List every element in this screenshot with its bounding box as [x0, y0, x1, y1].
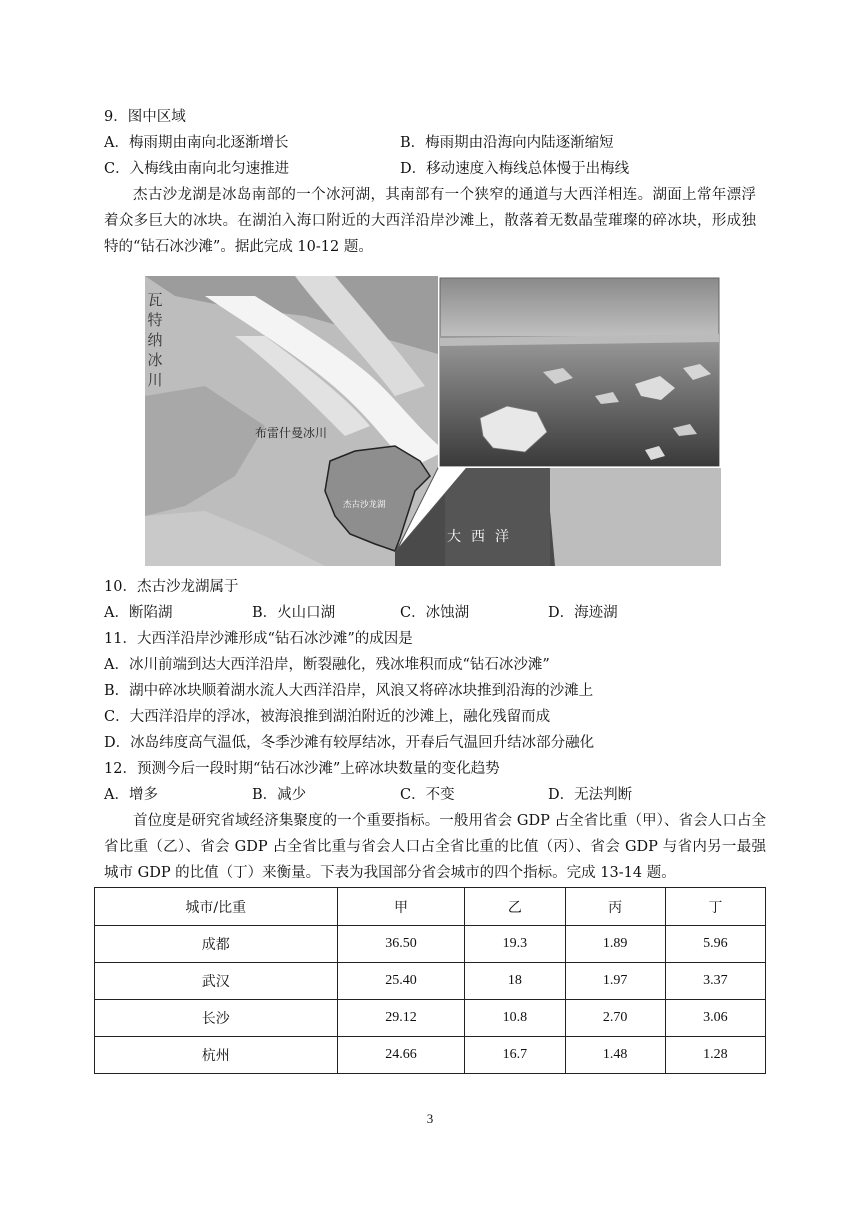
table-row — [95, 926, 766, 963]
table-cell: 1.97 — [565, 963, 665, 1000]
table-cell: 3.06 — [665, 1000, 765, 1037]
passage-primacy: 首位度是研究省域经济集聚度的一个重要指标。一般用省会 GDP 占全省比重（甲）、省会人口占全省比重（乙）、省会 GDP 占全省比重与省会人口占全省比重的比值（丙）、省会 GDP 与省内另一最强城市 GDP 的比值（丁）来衡量。下表为我国部分省会城市的四个指标。完成 13-14 题。 — [104, 813, 766, 881]
table-header-cell: 丁 — [665, 888, 765, 926]
passage-jokulsarlon: 杰古沙龙湖是冰岛南部的一个冰河湖，其南部有一个狭窄的通道与大西洋相连。湖面上常年漂浮着众多巨大的冰块。在湖泊入海口附近的大西洋沿岸沙滩上，散落着无数晶莹璀璨的碎冰块，形成独特的“钻石冰沙滩”。据此完成 10-12 题。 — [104, 187, 756, 255]
q10-option-a: A．断陷湖 — [104, 605, 173, 621]
table-header-cell: 甲 — [337, 888, 465, 926]
table-cell: 1.89 — [565, 926, 665, 963]
table-cell: 10.8 — [465, 1000, 565, 1037]
q9-stem: 9．图中区域 — [104, 109, 186, 125]
label-vatnajokull: 瓦特纳冰川 — [147, 291, 163, 389]
label-jokulsarlon: 杰古沙龙湖 — [343, 500, 386, 510]
table-row — [95, 1000, 766, 1037]
table-row — [95, 1037, 766, 1074]
lake-map-figure — [145, 276, 721, 566]
q10-option-c: C．冰蚀湖 — [400, 605, 470, 621]
q9-option-b: B．梅雨期由沿海向内陆逐渐缩短 — [400, 135, 614, 151]
table-cell: 19.3 — [465, 926, 565, 963]
table-cell-city: 长沙 — [95, 1000, 338, 1037]
page-number: 3 — [426, 1111, 434, 1126]
table-cell: 3.37 — [665, 963, 765, 1000]
q11-option-c: C．大西洋沿岸的浮冰，被海浪推到湖泊附近的沙滩上，融化残留而成 — [104, 709, 551, 725]
q12-option-c: C．不变 — [400, 787, 455, 803]
table-cell-city: 杭州 — [95, 1037, 338, 1074]
table-cell: 1.28 — [665, 1037, 765, 1074]
q12-option-d: D．无法判断 — [548, 787, 633, 803]
table-cell-city: 武汉 — [95, 963, 338, 1000]
label-breidamerkurjokull: 布雷什曼冰川 — [255, 426, 328, 440]
table-cell: 29.12 — [337, 1000, 465, 1037]
q12-option-a: A．增多 — [104, 787, 158, 803]
table-cell: 5.96 — [665, 926, 765, 963]
table-cell: 2.70 — [565, 1000, 665, 1037]
label-atlantic: 大西洋 — [447, 529, 519, 545]
table-header-row — [95, 888, 766, 926]
table-cell: 24.66 — [337, 1037, 465, 1074]
q9-option-d: D．移动速度入梅线总体慢于出梅线 — [400, 161, 630, 177]
q11-option-d: D．冰岛纬度高气温低，冬季沙滩有较厚结冰，开春后气温回升结冰部分融化 — [104, 735, 595, 751]
q10-option-b: B．火山口湖 — [252, 605, 336, 621]
table-cell: 25.40 — [337, 963, 465, 1000]
q11-option-b: B．湖中碎冰块顺着湖水流人大西洋沿岸，风浪又将碎冰块推到沿海的沙滩上 — [104, 683, 594, 699]
table-cell: 16.7 — [465, 1037, 565, 1074]
q11-stem: 11．大西洋沿岸沙滩形成“钻石冰沙滩”的成因是 — [104, 631, 413, 647]
table-header-cell: 城市/比重 — [95, 888, 338, 926]
table-cell-city: 成都 — [95, 926, 338, 963]
table-cell: 1.48 — [565, 1037, 665, 1074]
table-header-cell: 乙 — [465, 888, 565, 926]
primacy-table — [94, 887, 766, 1074]
q9-option-a: A．梅雨期由南向北逐渐增长 — [104, 135, 289, 151]
q12-stem: 12．预测今后一段时期“钻石冰沙滩”上碎冰块数量的变化趋势 — [104, 761, 500, 777]
q10-option-d: D．海迹湖 — [548, 605, 618, 621]
glacier-map-image — [145, 276, 721, 566]
table-cell: 18 — [465, 963, 565, 1000]
q12-option-b: B．减少 — [252, 787, 307, 803]
table-cell: 36.50 — [337, 926, 465, 963]
table-row — [95, 963, 766, 1000]
q9-option-c: C．入梅线由南向北匀速推进 — [104, 161, 290, 177]
q11-option-a: A．冰川前端到达大西洋沿岸，断裂融化，残冰堆积而成“钻石冰沙滩” — [104, 657, 550, 673]
table-header-cell: 丙 — [565, 888, 665, 926]
q10-stem: 10．杰古沙龙湖属于 — [104, 579, 239, 595]
